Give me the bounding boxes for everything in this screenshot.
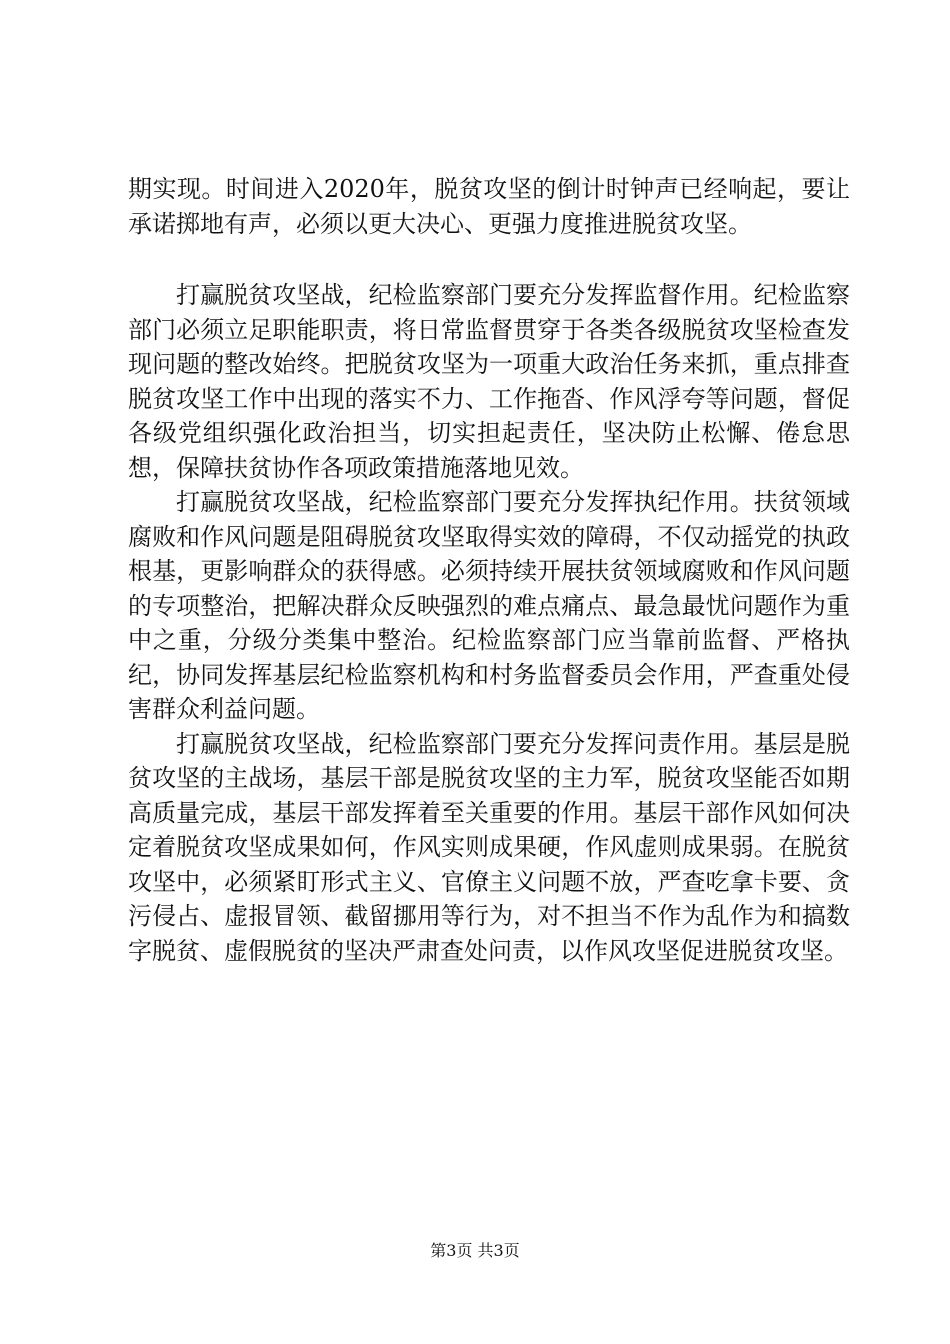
paragraph-accountability: 打赢脱贫攻坚战，纪检监察部门要充分发挥问责作用。基层是脱贫攻坚的主战场，基层干部是脱贫攻坚的主力军，脱贫攻坚能否如期高质量完成，基层干部发挥着至关重要的作用。基层干部作风如何决定着脱贫攻坚成果如何，作风实则成果硬，作风虚则成果弱。在脱贫攻坚中，必须紧盯形式主义、官僚主义问题不放，严查吃拿卡要、贪污侵占、虚报冒领、截留挪用等行为，对不担当不作为乱作为和搞数字脱贫、虚假脱贫的坚决严肃查处问责，以作风攻坚促进脱贫攻坚。 — [128, 729, 850, 965]
paragraph-discipline: 打赢脱贫攻坚战，纪检监察部门要充分发挥执纪作用。扶贫领域腐败和作风问题是阻碍脱贫攻坚取得实效的障碍，不仅动摇党的执政根基，更影响群众的获得感。必须持续开展扶贫领域腐败和作风问题的专项整治，把解决群众反映强烈的难点痛点、最急最忧问题作为重中之重，分级分类集中整治。纪检监察部门应当靠前监督、严格执纪，协同发挥基层纪检监察机构和村务监督委员会作用，严查重处侵害群众利益问题。 — [128, 488, 850, 723]
page-footer: 第3页 共3页 — [430, 1241, 520, 1260]
paragraph-supervision: 打赢脱贫攻坚战，纪检监察部门要充分发挥监督作用。纪检监察部门必须立足职能职责，将日常监督贯穿于各类各级脱贫攻坚检查发现问题的整改始终。把脱贫攻坚为一项重大政治任务来抓，重点排查脱贫攻坚工作中出现的落实不力、工作拖沓、作风浮夸等问题，督促各级党组织强化政治担当，切实担起责任，坚决防止松懈、倦怠思想，保障扶贫协作各项政策措施落地见效。 — [128, 281, 850, 482]
document-body — [128, 172, 850, 968]
paragraph-continuation: 期实现。时间进入2020年，脱贫攻坚的倒计时钟声已经响起，要让承诺掷地有声，必须以更大决心、更强力度推进脱贫攻坚。 — [128, 175, 850, 238]
